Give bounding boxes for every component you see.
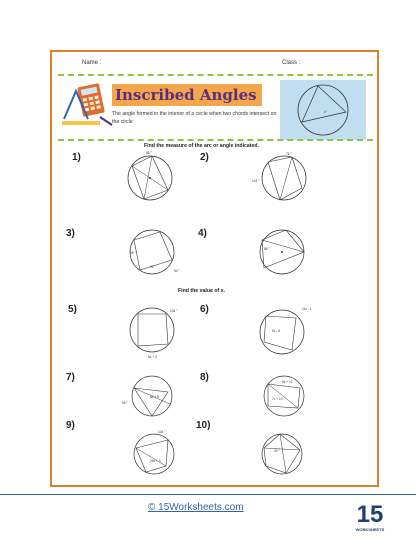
- problem-7-label-1: 8x + 5: [150, 395, 159, 399]
- problem-6-figure: [252, 302, 320, 360]
- problem-1-figure: [122, 148, 178, 206]
- problem-7-figure: [122, 370, 186, 422]
- footer-divider: [0, 494, 416, 495]
- title-banner: [112, 84, 262, 106]
- page-title: Inscribed Angles: [115, 86, 257, 104]
- problem-4-number: 4): [198, 228, 207, 239]
- svg-text:z°: z°: [324, 110, 327, 114]
- problem-2-label-1: 76 °: [286, 152, 292, 156]
- problem-2-figure: [252, 148, 312, 206]
- problem-6-number: 6): [200, 304, 209, 315]
- instructions-part1: Find the measure of the arc or angle indicated.: [144, 143, 260, 149]
- logo-number: 15: [356, 501, 384, 528]
- problem-1-label-1: 86 °: [146, 151, 152, 155]
- problem-5-number: 5): [68, 304, 77, 315]
- instructions-part2: Find the value of x.: [178, 288, 225, 294]
- footer: [148, 502, 244, 513]
- problem-5-label-1: 104 °: [170, 309, 178, 313]
- calculator-illustration: [60, 79, 114, 129]
- inscribed-circle-illustration: [280, 80, 366, 140]
- problem-8-label-2: 7x + 13: [272, 397, 283, 401]
- problem-6-label-1: 11x - 1: [302, 307, 312, 311]
- footer-link[interactable]: © 15Worksheets.com: [148, 502, 244, 513]
- problem-8-figure: [254, 370, 318, 422]
- problem-5-label-2: 8x + 4: [148, 355, 157, 359]
- problem-2-number: 2): [200, 152, 209, 163]
- problem-10-figure: [252, 426, 314, 480]
- middle-dash-divider: [58, 139, 373, 141]
- problem-3-label-2: 95 °: [150, 265, 156, 269]
- problem-4-figure: [250, 224, 314, 282]
- problem-2-label-2: 144 °: [252, 179, 260, 183]
- problem-9-label-1: 104 °: [158, 430, 166, 434]
- worksheet-page: [50, 50, 379, 487]
- title-description: The angle formed in the interior of a circle when two chords intersect on the circle: [112, 111, 277, 125]
- problem-6-label-2: 9x - 8: [272, 329, 280, 333]
- problem-5-figure: [122, 302, 186, 360]
- top-dash-divider: [58, 74, 373, 76]
- problem-9-number: 9): [66, 420, 75, 431]
- problem-10-number: 10): [196, 420, 211, 431]
- problem-4-label-1: 86 °: [264, 247, 270, 251]
- name-label: Name :: [82, 60, 102, 66]
- problem-9-figure: [124, 426, 190, 480]
- problem-3-label-3: 90 °: [174, 269, 180, 273]
- problem-1-number: 1): [72, 152, 81, 163]
- logo-caption: WORKSHEETS: [355, 527, 385, 532]
- problem-7-number: 7): [66, 372, 75, 383]
- problem-9-label-2: 25x + 3: [150, 459, 161, 463]
- problem-3-number: 3): [66, 228, 75, 239]
- problem-7-label-2: 96 °: [122, 401, 128, 405]
- problem-3-label-1: 85 °: [130, 251, 136, 255]
- class-label: Class :: [282, 60, 301, 66]
- problem-8-number: 8): [200, 372, 209, 383]
- problem-3-figure: [120, 224, 188, 282]
- problem-8-label-1: 8x + 12: [282, 380, 293, 384]
- problem-10-label-1: 30 °: [274, 449, 280, 453]
- logo-icon: [352, 500, 388, 534]
